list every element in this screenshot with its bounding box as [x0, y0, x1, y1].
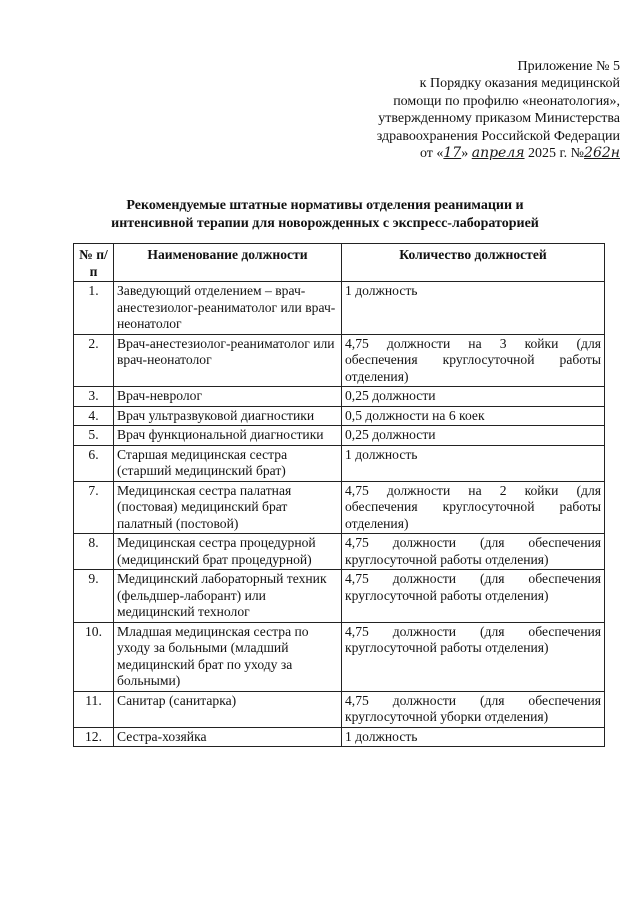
row-position: Заведующий отделением – врач-анестезиолог-реаниматолог или врач-неонатолог	[114, 282, 342, 335]
row-count: 1 должность	[342, 727, 605, 747]
table-row	[74, 481, 605, 534]
row-number: 12.	[74, 727, 114, 747]
order-number: 262н	[584, 145, 620, 162]
annex-date-line	[330, 145, 620, 162]
table-row	[74, 282, 605, 335]
header-count: Количество должностей	[342, 244, 605, 282]
date-prefix: от «	[419, 146, 444, 162]
table-row	[74, 445, 605, 481]
row-count: 4,75 должности (для обеспечения круглосуточной работы отделения)	[342, 534, 605, 570]
row-position: Медицинская сестра процедурной (медицинский брат процедурной)	[114, 534, 342, 570]
row-number: 3.	[74, 387, 114, 407]
table-row	[74, 570, 605, 623]
date-month: апреля	[471, 145, 525, 162]
header-position: Наименование должности	[114, 244, 342, 282]
row-position: Врач-анестезиолог-реаниматолог или врач-неонатолог	[114, 334, 342, 387]
row-number: 8.	[74, 534, 114, 570]
row-number: 2.	[74, 334, 114, 387]
row-position: Старшая медицинская сестра (старший медицинский брат)	[114, 445, 342, 481]
table-header-row	[74, 244, 605, 282]
row-position: Сестра-хозяйка	[114, 727, 342, 747]
row-position: Врач функциональной диагностики	[114, 426, 342, 446]
row-count: 0,5 должности на 6 коек	[342, 406, 605, 426]
document-title	[60, 197, 590, 233]
header-number: № п/п	[74, 244, 114, 282]
table-row	[74, 426, 605, 446]
table-row	[74, 691, 605, 727]
title-line-2: интенсивной терапии для новорожденных с экспресс-лабораторией	[111, 216, 539, 231]
row-number: 10.	[74, 622, 114, 691]
row-number: 5.	[74, 426, 114, 446]
row-count: 4,75 должности на 3 койки (для обеспечения круглосуточной работы отделения)	[342, 334, 605, 387]
staffing-table	[73, 243, 605, 747]
row-count: 1 должность	[342, 282, 605, 335]
row-number: 11.	[74, 691, 114, 727]
annex-line-1: Приложение № 5	[517, 59, 620, 74]
row-number: 4.	[74, 406, 114, 426]
row-position: Врач ультразвуковой диагностики	[114, 406, 342, 426]
row-position: Санитар (санитарка)	[114, 691, 342, 727]
row-number: 7.	[74, 481, 114, 534]
row-count: 4,75 должности на 2 койки (для обеспечения круглосуточной работы отделения)	[342, 481, 605, 534]
row-count: 4,75 должности (для обеспечения круглосуточной работы отделения)	[342, 570, 605, 623]
date-year: 2025 г. №	[528, 146, 585, 162]
row-count: 4,75 должности (для обеспечения круглосуточной работы отделения)	[342, 622, 605, 691]
row-count: 0,25 должности	[342, 426, 605, 446]
table-row	[74, 727, 605, 747]
date-mid: »	[461, 146, 469, 162]
title-line-1: Рекомендуемые штатные нормативы отделения реанимации и	[126, 198, 524, 213]
row-number: 6.	[74, 445, 114, 481]
row-count: 4,75 должности (для обеспечения круглосуточной уборки отделения)	[342, 691, 605, 727]
table-row	[74, 406, 605, 426]
annex-line-2: к Порядку оказания медицинской	[419, 76, 620, 92]
annex-line-5: здравоохранения Российской Федерации	[376, 128, 620, 144]
row-position: Младшая медицинская сестра по уходу за больными (младший медицинский брат по уходу за больными)	[114, 622, 342, 691]
row-position: Медицинский лабораторный техник (фельдшер-лаборант) или медицинский технолог	[114, 570, 342, 623]
row-count: 1 должность	[342, 445, 605, 481]
annex-line-4: утвержденному приказом Министерства	[378, 111, 620, 127]
table-row	[74, 534, 605, 570]
row-number: 1.	[74, 282, 114, 335]
table-row	[74, 334, 605, 387]
row-position: Медицинская сестра палатная (постовая) медицинский брат палатный (постовой)	[114, 481, 342, 534]
table-row	[74, 387, 605, 407]
row-count: 0,25 должности	[342, 387, 605, 407]
row-position: Врач-невролог	[114, 387, 342, 407]
row-number: 9.	[74, 570, 114, 623]
table-row	[74, 622, 605, 691]
date-day: 17	[443, 145, 462, 162]
annex-header	[330, 58, 620, 162]
annex-line-3: помощи по профилю «неонатология»,	[393, 93, 620, 109]
